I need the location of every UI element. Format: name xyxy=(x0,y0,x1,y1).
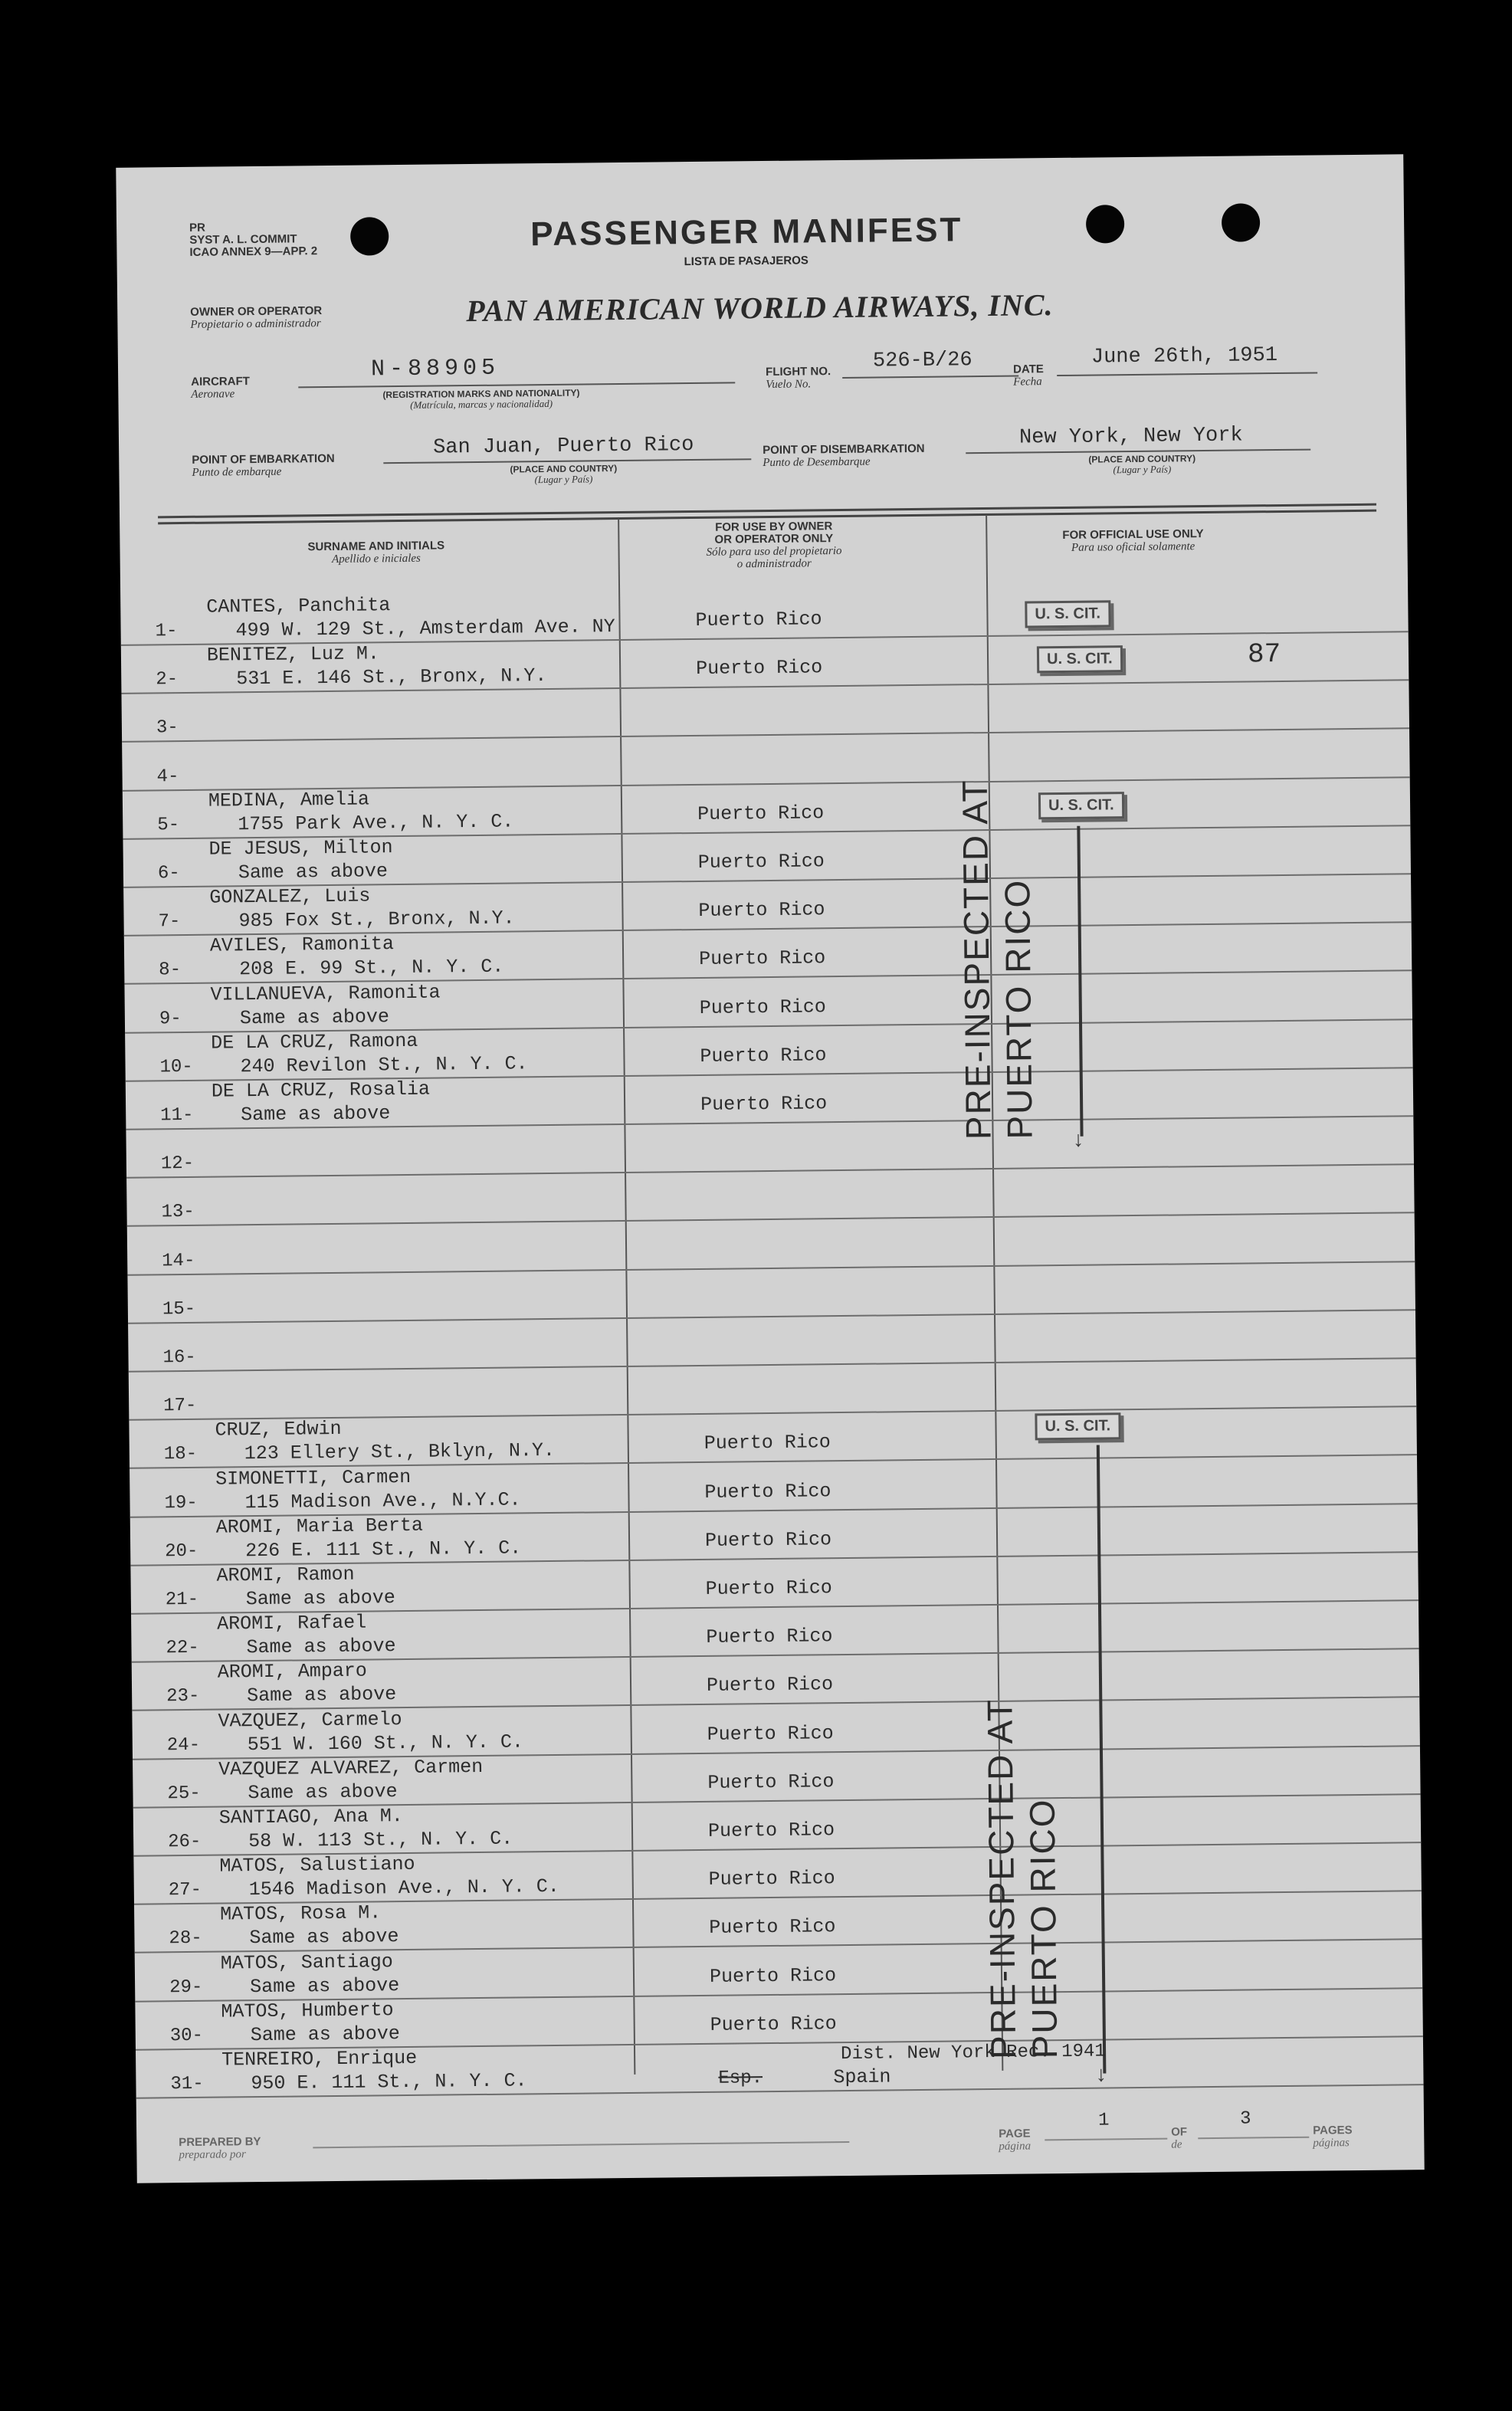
passenger-origin: Puerto Rico xyxy=(699,996,826,1019)
passenger-address: 1755 Park Ave., N. Y. C. xyxy=(238,810,514,836)
row-number: 3- xyxy=(156,717,179,739)
passenger-name: TENREIRO, Enrique xyxy=(221,2046,418,2071)
row-rule xyxy=(128,1309,1415,1324)
passenger-origin: Puerto Rico xyxy=(706,1625,833,1648)
passenger-origin: Puerto Rico xyxy=(695,608,822,631)
passenger-origin: Puerto Rico xyxy=(697,850,825,874)
passenger-origin: Puerto Rico xyxy=(698,946,826,970)
row-number: 6- xyxy=(157,863,180,884)
punch-hole xyxy=(1086,205,1125,244)
date-value: June 26th, 1951 xyxy=(1091,344,1278,369)
aircraft-value: N-88905 xyxy=(370,355,500,383)
row-number: 5- xyxy=(157,815,180,836)
row-number: 30- xyxy=(169,2025,204,2047)
passenger-origin: Puerto Rico xyxy=(700,1092,828,1116)
passenger-name: MATOS, Rosa M. xyxy=(219,1901,382,1926)
passenger-name: BENITEZ, Luz M. xyxy=(206,642,380,667)
row-number: 25- xyxy=(167,1783,201,1805)
passenger-origin: Puerto Rico xyxy=(705,1576,832,1600)
row-number: 24- xyxy=(166,1734,201,1757)
passenger-address: 551 W. 160 St., N. Y. C. xyxy=(247,1730,524,1757)
flight-label: FLIGHT NO. Vuelo No. xyxy=(766,365,831,392)
arrow-head-icon: ↓ xyxy=(1071,1129,1085,1153)
disembark-label: POINT OF DISEMBARKATION Punto de Desembarque xyxy=(763,441,925,470)
passenger-address: Same as above xyxy=(249,1974,400,1999)
passenger-name: VAZQUEZ, Carmelo xyxy=(218,1708,402,1733)
pre-inspected-stamp: PRE-INSPECTED AT PUERTO RICO xyxy=(979,1698,1065,2060)
passenger-address: 115 Madison Ave., N.Y.C. xyxy=(244,1488,521,1514)
passenger-address: 208 E. 99 St., N. Y. C. xyxy=(239,955,504,981)
passenger-name: DE JESUS, Milton xyxy=(208,836,393,861)
arrow-head-icon: ↓ xyxy=(1094,2064,1108,2088)
of-label: OF de xyxy=(1171,2125,1188,2151)
punch-hole xyxy=(350,217,389,256)
passenger-origin: Puerto Rico xyxy=(707,1819,835,1842)
row-number: 22- xyxy=(166,1637,199,1659)
row-rule xyxy=(126,1163,1414,1179)
row-number: 17- xyxy=(163,1395,197,1417)
passenger-origin: Puerto Rico xyxy=(707,1722,834,1746)
passenger-origin: Spain xyxy=(833,2065,891,2089)
row31-note: Dist. New York Rec. 1941 xyxy=(840,2041,1106,2065)
us-cit-stamp: U. S. CIT. xyxy=(1038,792,1124,819)
pre-inspected-stamp: PRE-INSPECTED AT PUERTO RICO xyxy=(954,779,1040,1140)
row-number: 1- xyxy=(155,621,178,642)
passenger-address: 240 Revilon St., N. Y. C. xyxy=(240,1052,528,1078)
passenger-address: Same as above xyxy=(247,1683,397,1707)
page-title: PASSENGER MANIFEST xyxy=(530,211,963,254)
date-label: DATE Fecha xyxy=(1013,362,1044,389)
passenger-address: Same as above xyxy=(239,1005,390,1030)
row-number: 14- xyxy=(162,1250,195,1272)
passenger-address: 950 E. 111 St., N. Y. C. xyxy=(251,2069,527,2095)
row-rule xyxy=(122,727,1409,743)
passenger-name: SANTIAGO, Ana M. xyxy=(218,1805,404,1829)
passenger-address: 123 Ellery St., Bklyn, N.Y. xyxy=(244,1438,556,1465)
passenger-address: 499 W. 129 St., Amsterdam Ave. NY xyxy=(235,615,615,642)
row-number: 8- xyxy=(159,959,182,981)
passenger-name: AROMI, Rafael xyxy=(217,1611,367,1635)
row-number: 23- xyxy=(166,1685,200,1707)
passenger-address: Same as above xyxy=(241,1102,391,1127)
passenger-origin: Puerto Rico xyxy=(707,1770,835,1794)
punch-hole xyxy=(1222,203,1261,242)
passenger-origin: Puerto Rico xyxy=(697,802,825,825)
us-cit-stamp: U. S. CIT. xyxy=(1035,1412,1120,1440)
passenger-address: Same as above xyxy=(250,2022,400,2047)
passenger-name: AROMI, Amparo xyxy=(217,1659,368,1684)
passenger-address: Same as above xyxy=(245,1586,396,1611)
row-number: 29- xyxy=(169,1976,203,1999)
disembark-value: New York, New York xyxy=(1018,424,1243,450)
passenger-name: MATOS, Santiago xyxy=(220,1950,394,1975)
passenger-name: GONZALEZ, Luis xyxy=(209,884,371,909)
row-number: 13- xyxy=(161,1201,195,1223)
passenger-address: Same as above xyxy=(248,1780,398,1805)
prepared-by-label: PREPARED BY preparado por xyxy=(179,2135,261,2162)
row-number: 31- xyxy=(170,2073,204,2095)
passenger-name: AROMI, Ramon xyxy=(216,1563,355,1587)
row-number: 11- xyxy=(160,1104,194,1127)
passenger-origin: Puerto Rico xyxy=(709,1915,836,1939)
row-number: 12- xyxy=(160,1153,195,1175)
row-number: 16- xyxy=(162,1347,196,1369)
pages-label: PAGES páginas xyxy=(1313,2124,1353,2150)
row-number: 2- xyxy=(156,669,179,690)
column-divider xyxy=(618,519,635,2075)
passenger-address: 1546 Madison Ave., N. Y. C. xyxy=(248,1875,560,1901)
passenger-origin: Puerto Rico xyxy=(700,1044,827,1068)
us-cit-stamp: U. S. CIT. xyxy=(1025,600,1110,628)
row31-struck-text: Esp. xyxy=(718,2068,763,2089)
passenger-address: Same as above xyxy=(246,1635,396,1659)
row-number: 26- xyxy=(168,1831,202,1853)
column-header-operator: FOR USE BY OWNER OR OPERATOR ONLY Sólo para uso del propietario o administrador xyxy=(706,520,842,571)
row-number: 18- xyxy=(163,1443,198,1465)
passenger-origin: Puerto Rico xyxy=(706,1673,834,1697)
page-value: 1 xyxy=(1097,2110,1110,2131)
row-number: 4- xyxy=(156,766,179,788)
passenger-origin: Puerto Rico xyxy=(704,1480,831,1504)
passenger-origin: Puerto Rico xyxy=(704,1431,831,1455)
passenger-name: AVILES, Ramonita xyxy=(209,933,395,957)
row-number: 9- xyxy=(159,1009,182,1030)
passenger-address: 58 W. 113 St., N. Y. C. xyxy=(248,1827,513,1853)
embark-value: San Juan, Puerto Rico xyxy=(432,433,694,460)
row-number: 20- xyxy=(165,1540,198,1563)
passenger-address: 226 E. 111 St., N. Y. C. xyxy=(245,1537,522,1563)
ditto-arrow xyxy=(1097,1445,1107,2074)
passenger-name: DE LA CRUZ, Ramona xyxy=(211,1029,418,1055)
passenger-address: Same as above xyxy=(249,1925,399,1950)
passenger-name: MATOS, Humberto xyxy=(221,1999,394,2023)
passenger-address: 531 E. 146 St., Bronx, N.Y. xyxy=(236,664,547,690)
passenger-origin: Puerto Rico xyxy=(708,1867,835,1891)
row-number: 21- xyxy=(165,1589,199,1611)
embark-place-label: (PLACE AND COUNTRY) (Lugar y País) xyxy=(510,463,618,486)
row-rule xyxy=(127,1261,1415,1276)
passenger-name: CANTES, Panchita xyxy=(206,594,391,618)
row-rule xyxy=(127,1212,1415,1227)
row-number: 28- xyxy=(169,1927,202,1950)
column-header-name: SURNAME AND INITIALS Apellido e iniciales xyxy=(307,539,445,566)
passenger-origin: Puerto Rico xyxy=(696,656,823,680)
row-number: 27- xyxy=(168,1879,202,1901)
passenger-name: VAZQUEZ ALVAREZ, Carmen xyxy=(218,1755,484,1781)
form-corner-text: PR SYST A. L. COMMIT ICAO ANNEX 9—APP. 2 xyxy=(189,221,318,259)
passenger-address: Same as above xyxy=(238,860,389,884)
passenger-origin: Puerto Rico xyxy=(698,898,825,922)
passenger-name: VILLANUEVA, Ramonita xyxy=(210,981,441,1006)
official-number: 87 xyxy=(1247,638,1281,671)
passenger-origin: Puerto Rico xyxy=(709,1964,837,1988)
row-number: 19- xyxy=(164,1492,198,1514)
ditto-arrow xyxy=(1077,826,1083,1137)
row-number: 10- xyxy=(159,1056,193,1078)
aircraft-sublabel: (REGISTRATION MARKS AND NATIONALITY) (Matrícula, marcas y nacionalidad) xyxy=(382,387,580,411)
embark-label: POINT OF EMBARKATION Punto de embarque xyxy=(192,451,335,479)
operator-name: PAN AMERICAN WORLD AIRWAYS, INC. xyxy=(466,287,1054,329)
passenger-address: 985 Fox St., Bronx, N.Y. xyxy=(238,907,515,933)
disembark-place-label: (PLACE AND COUNTRY) (Lugar y País) xyxy=(1088,453,1196,476)
column-header-official: FOR OFFICIAL USE ONLY Para uso oficial solamente xyxy=(1062,527,1204,554)
owner-label: OWNER OR OPERATOR Propietario o administrador xyxy=(190,304,323,331)
flight-value: 526-B/26 xyxy=(872,349,972,373)
us-cit-stamp: U. S. CIT. xyxy=(1037,645,1123,673)
row-number: 15- xyxy=(162,1298,196,1320)
row-number: 7- xyxy=(158,911,181,933)
passenger-name: CRUZ, Edwin xyxy=(215,1417,342,1442)
passenger-name: SIMONETTI, Carmen xyxy=(215,1465,412,1491)
aircraft-label: AIRCRAFT Aeronave xyxy=(191,375,250,401)
of-value: 3 xyxy=(1239,2108,1251,2130)
page-label: PAGE página xyxy=(999,2127,1032,2153)
passenger-origin: Puerto Rico xyxy=(710,2012,837,2036)
page-subtitle: LISTA DE PASAJEROS xyxy=(684,254,808,269)
passenger-name: AROMI, Maria Berta xyxy=(215,1514,424,1539)
passenger-name: MEDINA, Amelia xyxy=(208,788,370,812)
manifest-sheet xyxy=(116,154,1424,2183)
passenger-name: MATOS, Salustiano xyxy=(219,1852,415,1878)
row-rule xyxy=(129,1357,1416,1373)
passenger-origin: Puerto Rico xyxy=(704,1528,832,1552)
passenger-name: DE LA CRUZ, Rosalia xyxy=(211,1078,431,1103)
